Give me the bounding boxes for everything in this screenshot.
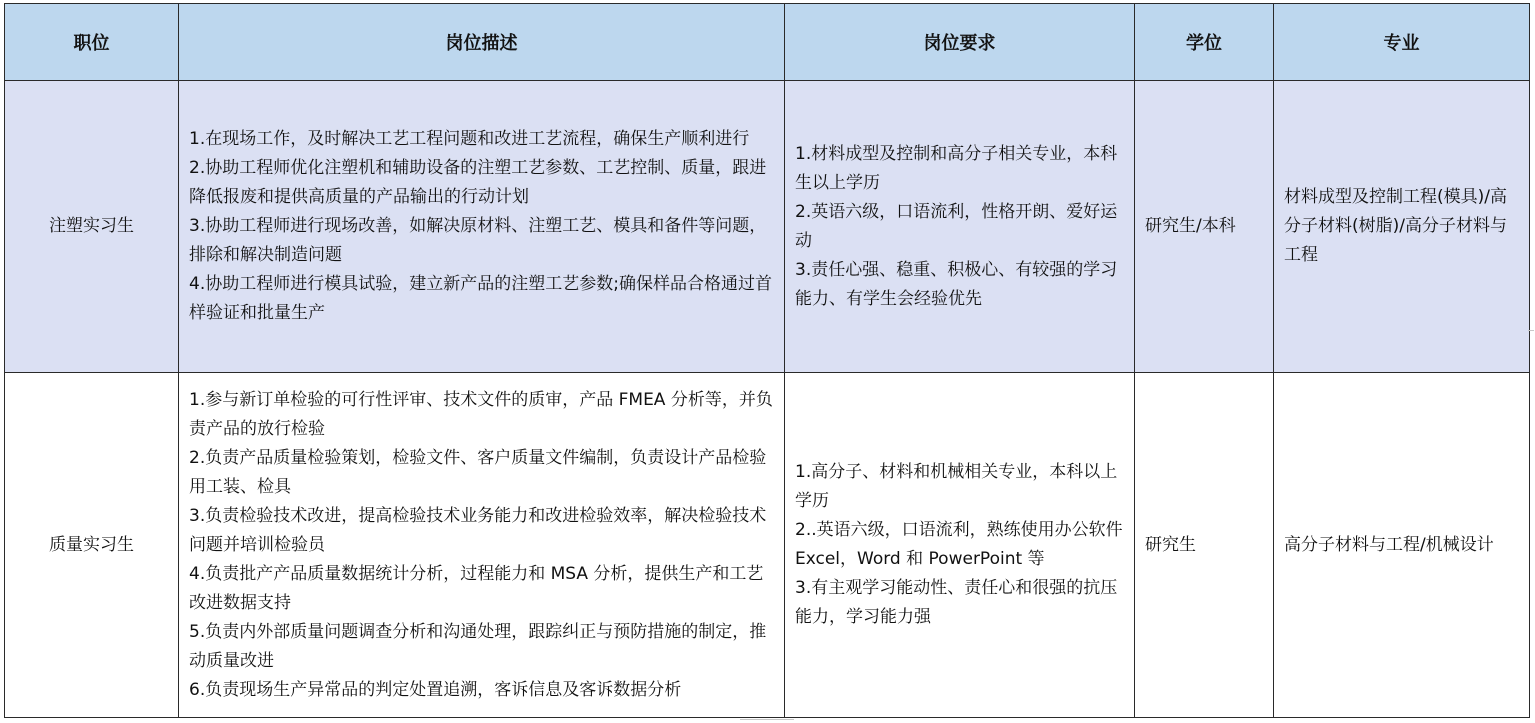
description-item: 3.协助工程师进行现场改善，如解决原材料、注塑工艺、模具和备件等问题，排除和解决制造问题 [189, 216, 767, 265]
requirement-item: 1.材料成型及控制和高分子相关专业，本科生以上学历 [795, 143, 1118, 193]
header-degree: 学位 [1135, 4, 1274, 81]
description-item: 1.参与新订单检验的可行性评审、技术文件的质审，产品 FMEA 分析等，并负责产品的放行检验 [189, 389, 773, 439]
cell-degree: 研究生 [1135, 373, 1274, 718]
description-item: 2.协助工程师优化注塑机和辅助设备的注塑工艺参数、工艺控制、质量，跟进降低报废和提供高质量的产品输出的行动计划 [189, 158, 767, 207]
cell-degree: 研究生/本科 [1135, 81, 1274, 373]
table-row [5, 373, 1530, 718]
job-table [4, 3, 1530, 718]
header-requirements: 岗位要求 [785, 4, 1135, 81]
description-item: 5.负责内外部质量问题调查分析和沟通处理，跟踪纠正与预防措施的制定，推动质量改进 [189, 621, 767, 671]
cell-description [179, 373, 785, 718]
cell-requirements [785, 373, 1135, 718]
cell-major: 材料成型及控制工程(模具)/高分子材料(树脂)/高分子材料与工程 [1274, 81, 1530, 373]
edge-mark [1528, 330, 1534, 331]
header-major: 专业 [1274, 4, 1530, 81]
requirement-item: 3.责任心强、稳重、积极心、有较强的学习能力、有学生会经验优先 [795, 259, 1118, 309]
description-item: 6.负责现场生产异常品的判定处置追溯，客诉信息及客诉数据分析 [189, 679, 682, 700]
cell-position: 注塑实习生 [5, 81, 179, 373]
cell-description [179, 81, 785, 373]
description-item: 4.负责批产产品质量数据统计分析，过程能力和 MSA 分析，提供生产和工艺改进数据支持 [189, 563, 764, 613]
requirement-item: 2..英语六级，口语流利，熟练使用办公软件 Excel，Word 和 PowerPoint 等 [795, 520, 1123, 569]
table-row [5, 81, 1530, 373]
header-position: 职位 [5, 4, 179, 81]
header-description: 岗位描述 [179, 4, 785, 81]
header-row [5, 4, 1530, 81]
requirement-item: 1.高分子、材料和机械相关专业，本科以上学历 [795, 462, 1118, 511]
cell-major: 高分子材料与工程/机械设计 [1274, 373, 1530, 718]
description-item: 3.负责检验技术改进，提高检验技术业务能力和改进检验效率，解决检验技术问题并培训检验员 [189, 505, 767, 555]
requirement-item: 3.有主观学习能动性、责任心和很强的抗压能力，学习能力强 [795, 578, 1118, 627]
requirement-item: 2.英语六级，口语流利，性格开朗、爱好运动 [795, 201, 1118, 251]
description-item: 2.负责产品质量检验策划，检验文件、客户质量文件编制，负责设计产品检验用工装、检具 [189, 447, 767, 497]
edge-mark [740, 719, 794, 720]
description-item: 4.协助工程师进行模具试验，建立新产品的注塑工艺参数;确保样品合格通过首样验证和批量生产 [189, 274, 772, 323]
cell-position: 质量实习生 [5, 373, 179, 718]
description-item: 1.在现场工作，及时解决工艺工程问题和改进工艺流程，确保生产顺利进行 [189, 129, 750, 149]
cell-requirements [785, 81, 1135, 373]
